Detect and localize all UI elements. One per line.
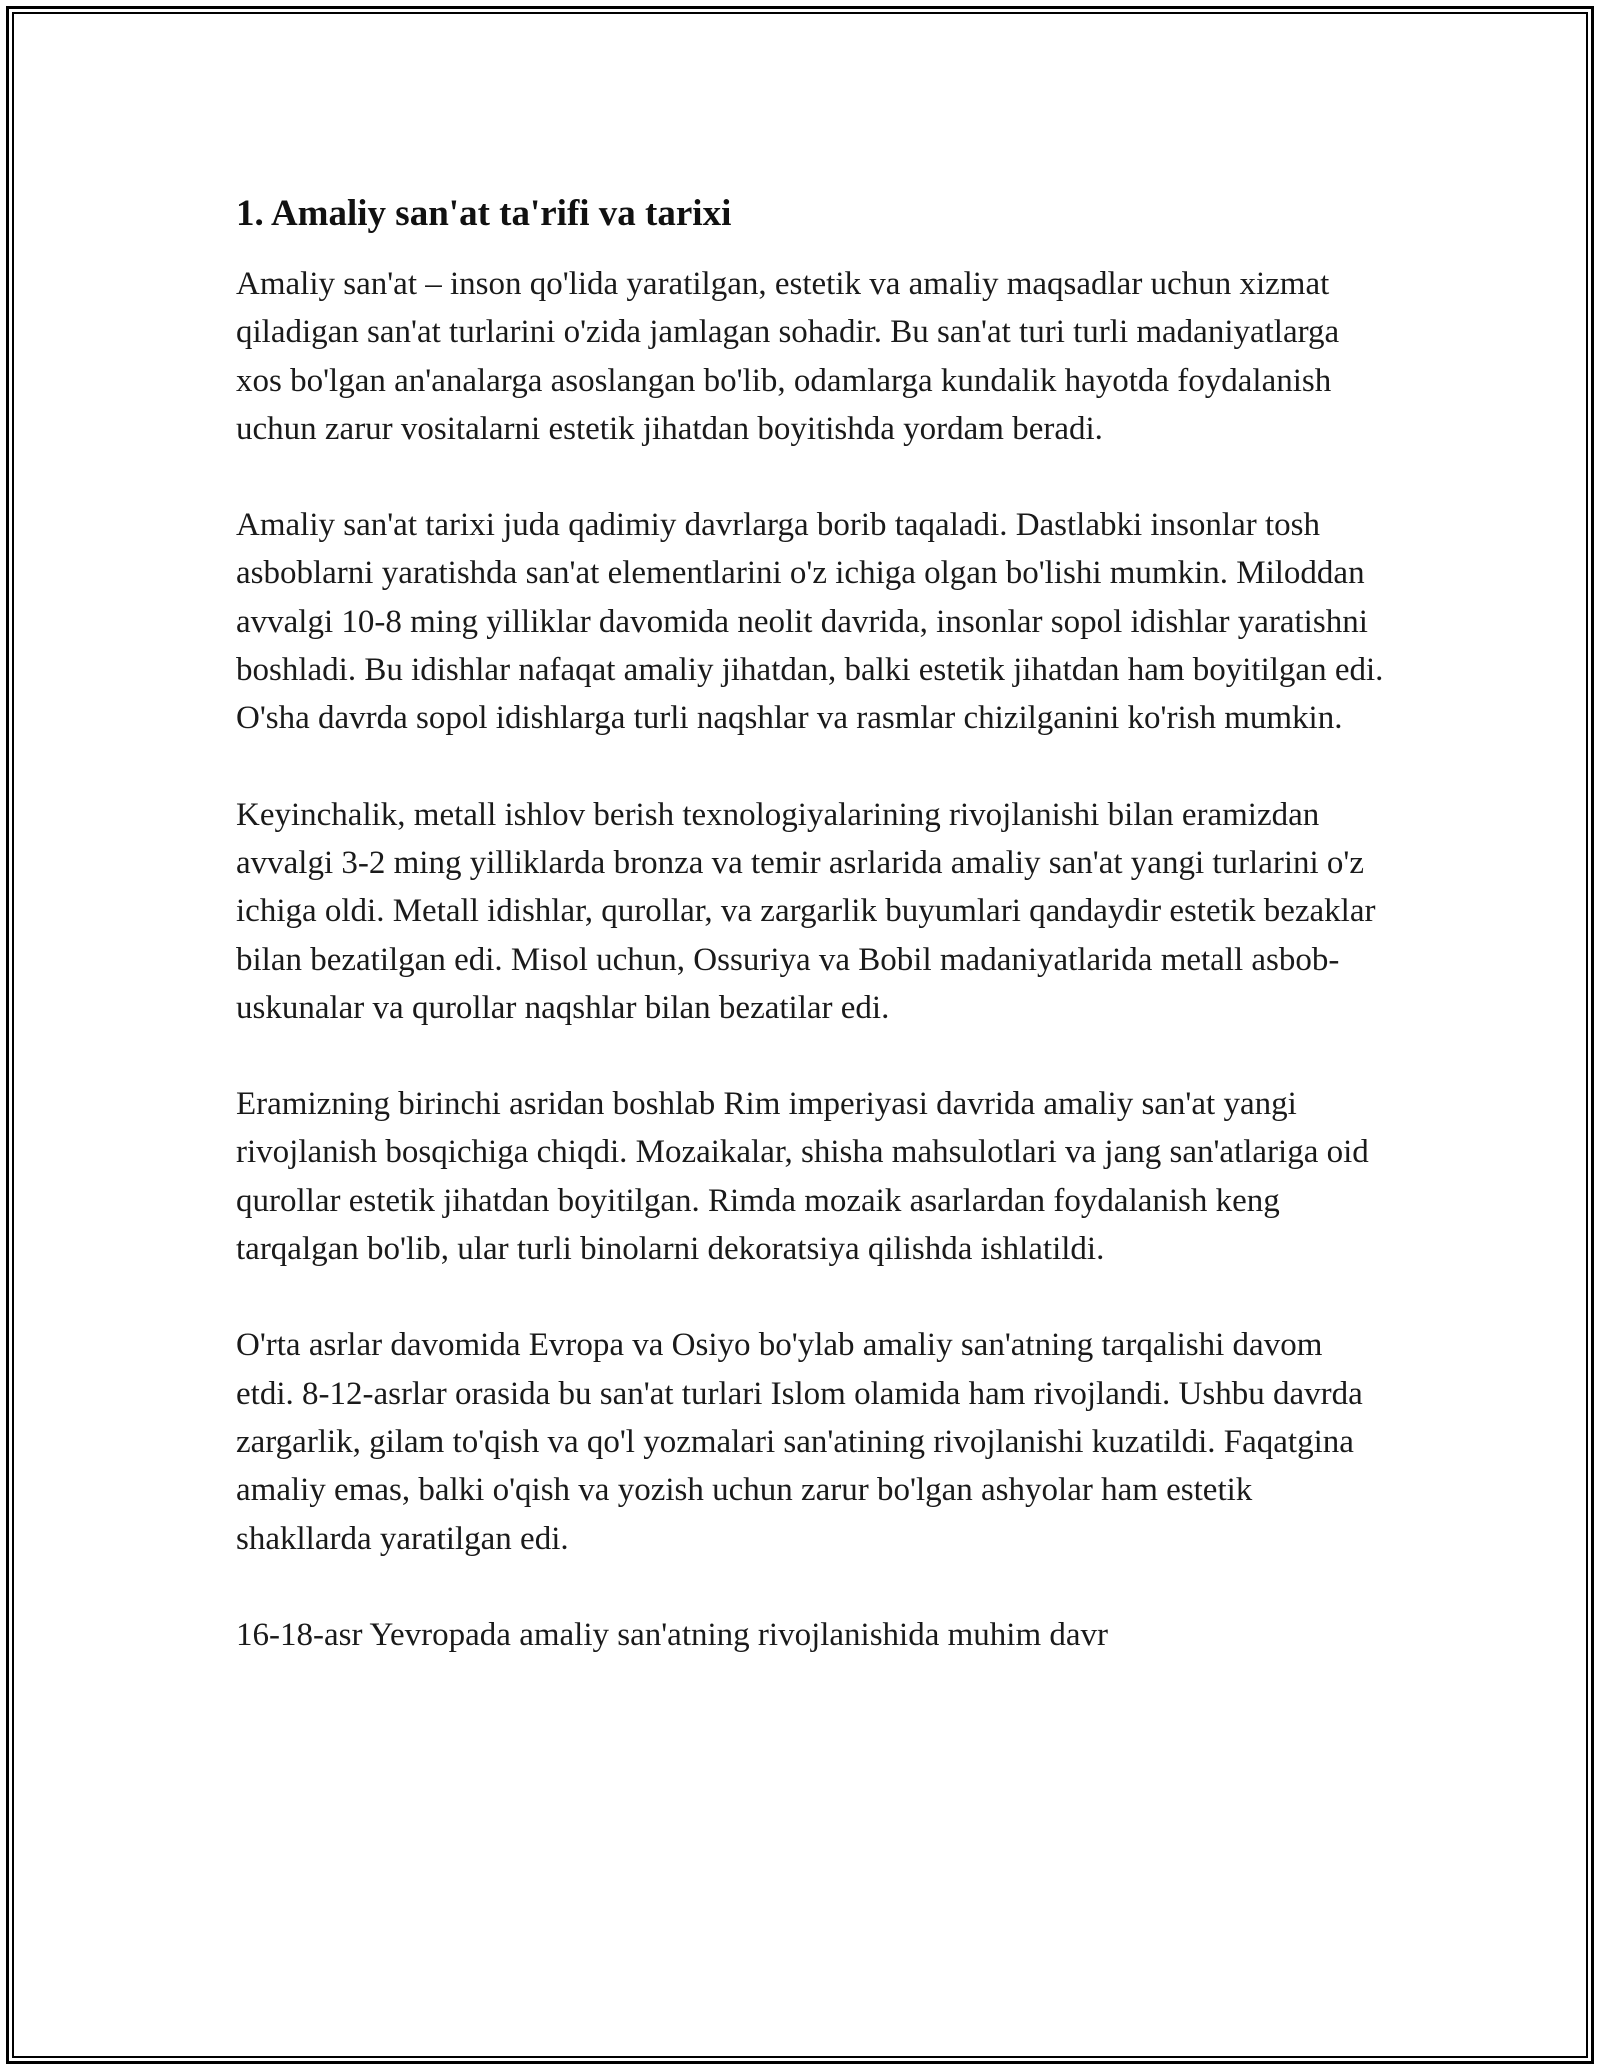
paragraph-16-18-century: 16-18-asr Yevropada amaliy san'atning rivojlanishida muhim davr xyxy=(236,1616,1109,1653)
paragraph-definition: Amaliy san'at – inson qo'lida yaratilgan, estetik va amaliy maqsadlar uchun xizmat qiladigan san'at turlarini o'zida jamlagan sohadir. Bu san'at turi turli madaniyatlarga xos bo'lgan an'analarga asoslangan bo'lib, odamlarga kundalik hayotda foydalanish uchun zarur vositalarni estetik jihatdan boyitishda yordam beradi. xyxy=(236,266,1340,447)
document-body xyxy=(236,188,1386,1707)
section-heading: 1. Amaliy san'at ta'rifi va tarixi xyxy=(236,193,732,234)
paragraph-metal-age: Keyinchalik, metall ishlov berish texnologiyalarining rivojlanishi bilan eramizdan avvalgi 3-2 ming yilliklarda bronza va temir asrlarida amaliy san'at yangi turlarini o'z ichiga oldi. Metall idishlar, qurollar, va zargarlik buyumlari qandaydir estetik bezaklar bilan bezatilgan edi. Misol uchun, Ossuriya va Bobil madaniyatlarida metall asbob-uskunalar va qurollar naqshlar bilan bezatilar edi. xyxy=(236,796,1376,1026)
paragraph-ancient-history: Amaliy san'at tarixi juda qadimiy davrlarga borib taqaladi. Dastlabki insonlar tosh asboblarni yaratishda san'at elementlarini o'z ichiga olgan bo'lishi mumkin. Miloddan avvalgi 10-8 ming yilliklar davomida neolit davrida, insonlar sopol idishlar yaratishni boshladi. Bu idishlar nafaqat amaliy jihatdan, balki estetik jihatdan ham boyitilgan edi. O'sha davrda sopol idishlarga turli naqshlar va rasmlar chizilganini ko'rish mumkin. xyxy=(236,507,1384,737)
paragraph-middle-ages: O'rta asrlar davomida Evropa va Osiyo bo'ylab amaliy san'atning tarqalishi davom etdi. 8-12-asrlar orasida bu san'at turlari Islom olamida ham rivojlandi. Ushbu davrda zargarlik, gilam to'qish va qo'l yozmalari san'atining rivojlanishi kuzatildi. Faqatgina amaliy emas, balki o'qish va yozish uchun zarur bo'lgan ashyolar ham estetik shakllarda yaratilgan edi. xyxy=(236,1327,1363,1557)
paragraph-roman-era: Eramizning birinchi asridan boshlab Rim imperiyasi davrida amaliy san'at yangi rivojlanish bosqichiga chiqdi. Mozaikalar, shisha mahsulotlari va jang san'atlariga oid qurollar estetik jihatdan boyitilgan. Rimda mozaik asarlardan foydalanish keng tarqalgan bo'lib, ular turli binolarni dekoratsiya qilishda ishlatildi. xyxy=(236,1086,1369,1268)
